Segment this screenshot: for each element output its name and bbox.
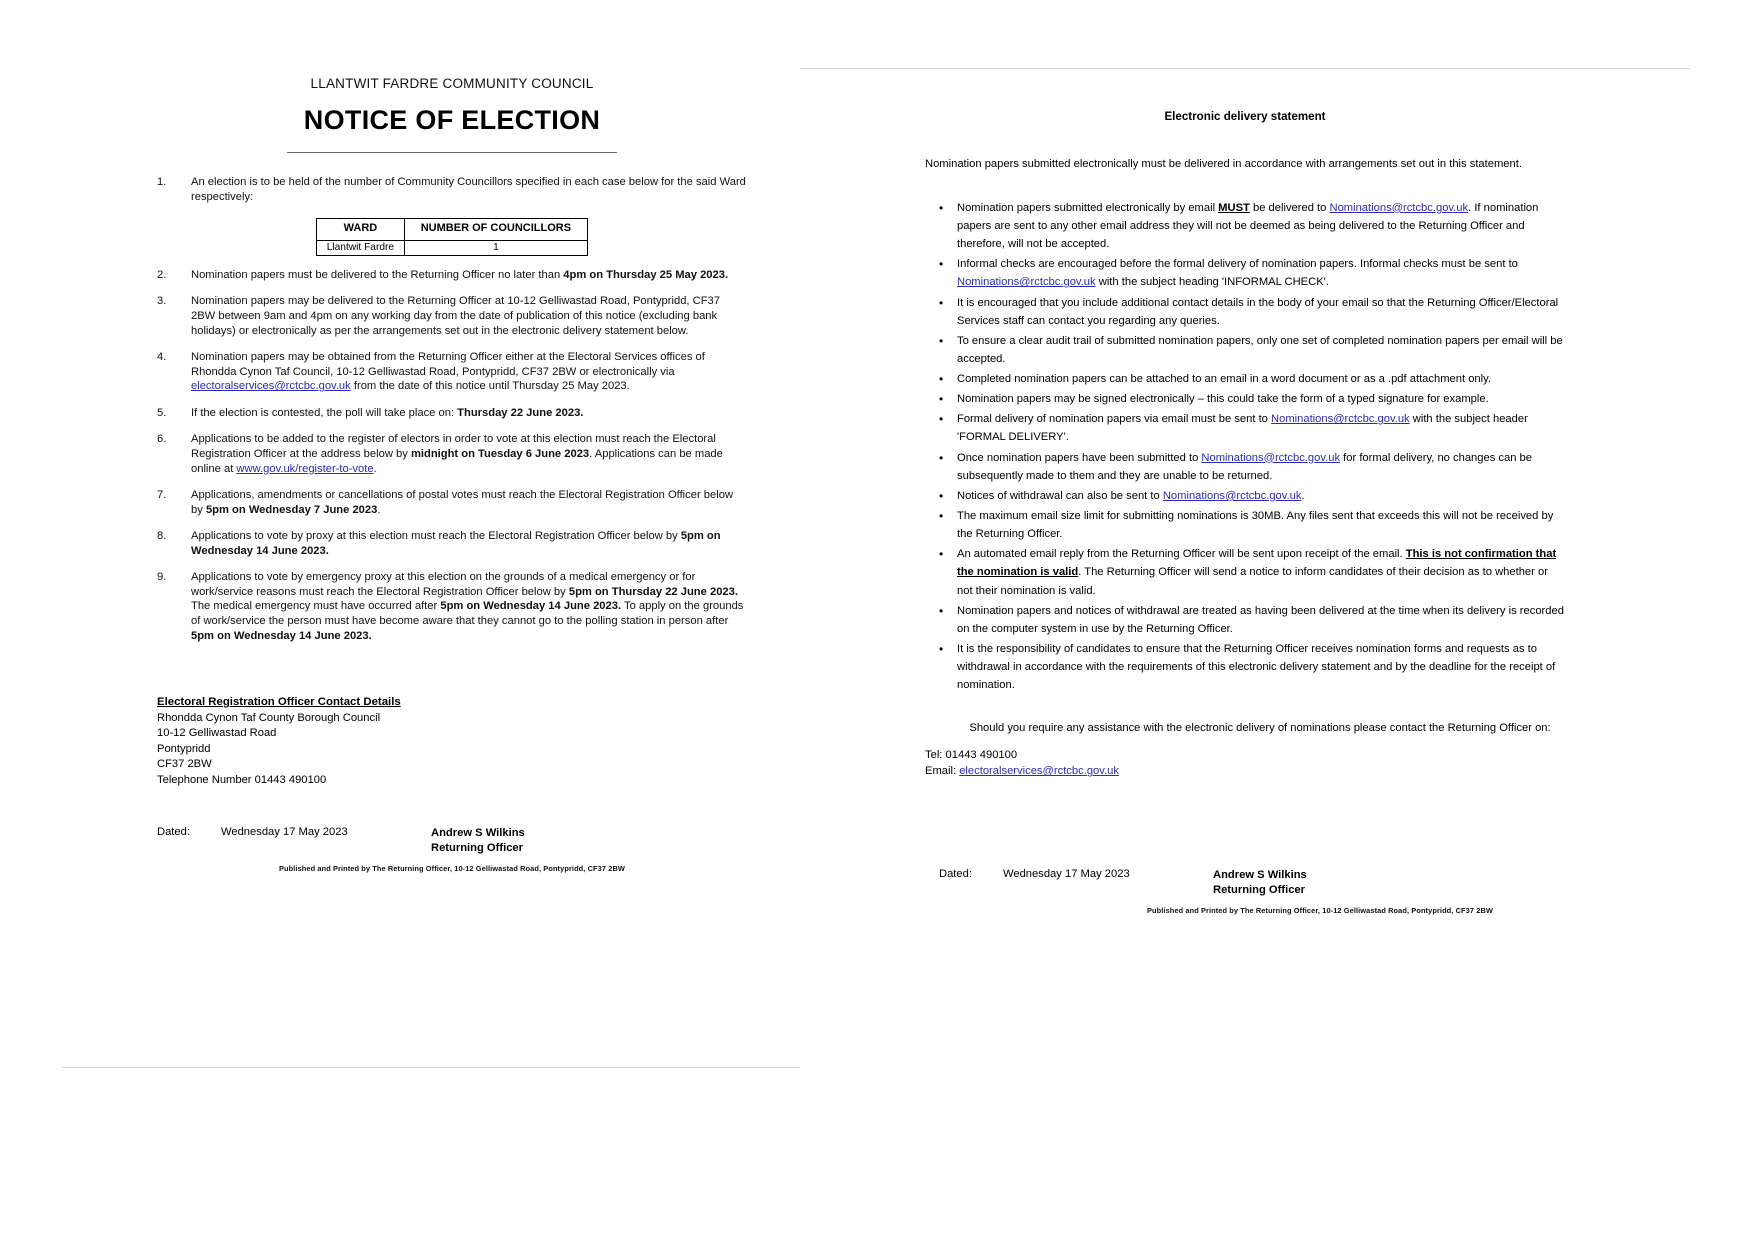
ero-contact-block <box>157 695 747 788</box>
numbered-item-8 <box>157 529 747 558</box>
inline-link[interactable]: www.gov.uk/register-to-vote <box>236 462 374 475</box>
dated-value: Wednesday 17 May 2023 <box>221 826 348 839</box>
cell-councillor-count: 1 <box>404 240 587 255</box>
item-text <box>191 268 747 283</box>
telephone-line <box>925 747 1565 763</box>
dated-signature-row <box>157 826 747 860</box>
text-run: Nomination papers may be delivered to the Returning Officer at 10-12 Gelliwastad Road, Pontypridd, CF37 2BW between 9am and 4pm on any working day from the date of publication of this notice (excluding bank holidays) or electronically as per the arrangements set out in the electronic delivery statement below. <box>191 295 720 337</box>
ero-contact-lines <box>157 711 747 788</box>
eds-bullet-item <box>955 370 1565 388</box>
item-number: 8. <box>157 530 167 543</box>
numbered-item-3 <box>157 294 747 338</box>
numbered-item-6 <box>157 432 747 476</box>
text-run: 5pm on Wednesday 14 June 2023. <box>191 530 721 557</box>
text-run: Nomination papers submitted electronically by email <box>957 201 1219 214</box>
item-text <box>191 488 747 517</box>
inline-link[interactable]: Nominations@rctcbc.gov.uk <box>1201 451 1341 464</box>
eds-bullet-item <box>955 410 1565 446</box>
page-bottom-divider <box>62 1067 842 1068</box>
assistance-note: Should you require any assistance with the electronic delivery of nominations please contact the Returning Officer on: <box>969 722 1551 735</box>
signature-block <box>431 826 525 856</box>
table-row <box>317 240 588 255</box>
page-top-divider <box>800 68 1690 69</box>
telephone-value: 01443 490100 <box>945 749 1018 762</box>
text-run: . If nomination papers are sent to any other email address they will not be deemed as being delivered to the Returning Officer and therefore, will not be accepted. <box>957 201 1539 251</box>
ero-contact-line: 10-12 Gelliwastad Road <box>157 727 277 740</box>
item-text <box>191 294 747 338</box>
text-run: 5pm on Thursday 22 June 2023. <box>568 585 738 598</box>
printed-by-footer: Published and Printed by The Returning Officer, 10-12 Gelliwastad Road, Pontypridd, CF37 2BW <box>1147 905 1493 915</box>
text-run: Applications to be added to the register of electors in order to vote at this election must reach the Electoral Registration Officer at the address below by <box>191 433 716 460</box>
text-run: for formal delivery, no changes can be subsequently made to them and they are unable to be returned. <box>957 451 1532 482</box>
text-run: Nomination papers may be obtained from the Returning Officer either at the Electoral Services offices of Rhondda Cynon Taf Council, 10-12 Gelliwastad Road, Pontypridd, CF37 2BW or electronically via <box>191 351 705 378</box>
numbered-item-1 <box>157 175 747 204</box>
email-link[interactable]: electoralservices@rctcbc.gov.uk <box>959 765 1119 778</box>
left-page-content <box>157 175 747 873</box>
dated-value: Wednesday 17 May 2023 <box>1003 867 1130 880</box>
eds-bullet-item <box>955 507 1565 543</box>
eds-bullet-item <box>955 294 1565 330</box>
eds-intro: Nomination papers submitted electronically must be delivered in accordance with arrangements set out in this statement. <box>925 158 1522 170</box>
item-number: 5. <box>157 406 167 419</box>
item-text <box>191 432 747 476</box>
signatory-name: Andrew S Wilkins <box>431 827 525 840</box>
text-run: The maximum email size limit for submitting nominations is 30MB. Any files sent that exceeds this will not be received by the Returning Officer. <box>957 510 1554 541</box>
right-page-content <box>925 110 1565 915</box>
numbered-items-list <box>157 268 747 643</box>
item-text: An election is to be held of the number of Community Councillors specified in each case below for the said Ward respectively: <box>191 176 746 203</box>
text-run: from the date of this notice until Thursday 25 May 2023. <box>350 380 630 393</box>
text-run: Nomination papers may be signed electronically – this could take the form of a typed signature for example. <box>957 393 1489 406</box>
text-run: . <box>1301 489 1305 502</box>
text-run: . The Returning Officer will send a notice to inform candidates of their decision as to whether or not their nomination is valid. <box>957 566 1548 597</box>
text-run: MUST <box>1218 201 1250 214</box>
item-number: 6. <box>157 433 167 446</box>
returning-officer-contact <box>925 747 1565 779</box>
ero-contact-line: Telephone Number 01443 490100 <box>157 773 327 786</box>
column-header-councillors: NUMBER OF COUNCILLORS <box>404 219 587 241</box>
text-run: midnight on Tuesday 6 June 2023 <box>410 447 590 460</box>
telephone-label: Tel: <box>925 749 943 762</box>
text-run: with the subject header 'FORMAL DELIVERY'. <box>957 413 1528 444</box>
dated-label: Dated: <box>939 867 972 880</box>
text-run: This is not confirmation that the nomination is valid <box>957 548 1557 579</box>
text-run: . <box>377 503 381 516</box>
text-run: 5pm on Wednesday 7 June 2023 <box>205 503 378 516</box>
text-run: 5pm on Wednesday 14 June 2023. <box>191 629 372 642</box>
eds-title: Electronic delivery statement <box>1164 110 1326 123</box>
text-run: with the subject heading 'INFORMAL CHECK'. <box>1095 276 1329 289</box>
council-name: LLANTWIT FARDRE COMMUNITY COUNCIL <box>310 76 594 91</box>
text-run: Completed nomination papers can be attached to an email in a word document or as a .pdf attachment only. <box>957 373 1492 386</box>
printed-by-footer: Published and Printed by The Returning Officer, 10-12 Gelliwastad Road, Pontypridd, CF37 2BW <box>279 864 625 874</box>
numbered-item-4 <box>157 350 747 394</box>
text-run: 4pm on Thursday 25 May 2023. <box>563 268 729 281</box>
inline-link[interactable]: electoralservices@rctcbc.gov.uk <box>191 380 351 393</box>
eds-bullet-list <box>925 199 1565 695</box>
text-run: . Applications can be made online at <box>191 447 723 475</box>
item-number: 1. <box>157 176 167 188</box>
email-line <box>925 763 1565 779</box>
eds-bullet-item <box>955 602 1565 638</box>
text-run: The medical emergency must have occurred after <box>191 600 441 613</box>
eds-bullet-item <box>955 545 1565 599</box>
item-text <box>191 529 747 558</box>
text-run: Nomination papers must be delivered to the Returning Officer no later than <box>191 268 564 281</box>
ero-contact-line: CF37 2BW <box>157 758 212 771</box>
text-run: be delivered to <box>1249 201 1330 214</box>
item-text <box>191 406 747 421</box>
inline-link[interactable]: Nominations@rctcbc.gov.uk <box>1271 413 1410 426</box>
inline-link[interactable]: Nominations@rctcbc.gov.uk <box>957 276 1096 289</box>
eds-bullet-item <box>955 390 1565 408</box>
column-header-ward: WARD <box>317 219 405 241</box>
text-run: Applications to vote by emergency proxy at this election on the grounds of a medical emergency or for work/service reasons must reach the Electoral Registration Officer below by <box>191 571 696 598</box>
signature-block <box>1213 868 1307 898</box>
signatory-role: Returning Officer <box>1213 883 1305 896</box>
text-run: Nomination papers and notices of withdrawal are treated as having been delivered at the time when its delivery is recorded on the computer system in use by the Returning Officer. <box>957 604 1564 635</box>
item-number: 2. <box>157 268 167 281</box>
table-header-row <box>317 219 588 241</box>
signatory-role: Returning Officer <box>431 842 523 855</box>
numbered-item-7 <box>157 488 747 517</box>
text-run: Applications to vote by proxy at this election must reach the Electoral Registration Officer below by <box>191 530 681 543</box>
text-run: 5pm on Wednesday 14 June 2023. <box>440 600 622 613</box>
item-number: 9. <box>157 571 167 584</box>
signatory-name: Andrew S Wilkins <box>1213 868 1307 881</box>
eds-bullet-item <box>955 332 1565 368</box>
text-run: Applications, amendments or cancellations of postal votes must reach the Electoral Registration Officer below by <box>191 489 734 516</box>
item-number: 4. <box>157 351 167 364</box>
text-run: It is the responsibility of candidates to ensure that the Returning Officer receives nomination forms and requests as to withdrawal in accordance with the requirements of this electronic delivery statement and by the deadline for the receipt of nomination. <box>957 643 1556 692</box>
eds-bullet-item <box>955 199 1565 253</box>
numbered-item-9 <box>157 570 747 643</box>
text-run: If the election is contested, the poll will take place on: <box>191 406 458 419</box>
dated-signature-row <box>925 868 1565 902</box>
item-number: 7. <box>157 489 167 502</box>
notice-of-election-page <box>62 0 842 1240</box>
ero-contact-line: Rhondda Cynon Taf County Borough Council <box>157 711 381 724</box>
ero-contact-line: Pontypridd <box>157 742 211 755</box>
text-run: Informal checks are encouraged before the formal delivery of nomination papers. Informal checks must be sent to <box>957 258 1518 271</box>
text-run: It is encouraged that you include additional contact details in the body of your email so that the Returning Officer/Electoral Services staff can contact you regarding any queries. <box>957 296 1559 327</box>
inline-link[interactable]: Nominations@rctcbc.gov.uk <box>1329 201 1469 214</box>
eds-bullet-item <box>955 640 1565 694</box>
ero-contact-title: Electoral Registration Officer Contact Details <box>157 696 401 709</box>
text-run: To apply on the grounds of work/service the person must have become aware that they cannot go to the polling station in person after <box>191 600 744 627</box>
text-run: An automated email reply from the Returning Officer will be sent upon receipt of the email. <box>957 548 1406 561</box>
text-run: Formal delivery of nomination papers via email must be sent to <box>957 413 1272 426</box>
electronic-delivery-statement-page <box>800 0 1690 1240</box>
page-title: NOTICE OF ELECTION <box>303 105 601 135</box>
eds-bullet-item <box>955 487 1565 505</box>
item-number: 3. <box>157 295 167 308</box>
email-label: Email: <box>925 765 957 778</box>
title-divider <box>287 152 617 153</box>
item-text <box>191 350 747 394</box>
cell-ward-name: Llantwit Fardre <box>317 240 405 255</box>
numbered-item-5 <box>157 406 747 421</box>
text-run: . <box>373 462 377 475</box>
ward-table <box>316 218 588 256</box>
dated-label: Dated: <box>157 826 190 839</box>
text-run: Once nomination papers have been submitted to <box>957 451 1202 464</box>
eds-bullet-item <box>955 449 1565 485</box>
text-run: Thursday 22 June 2023. <box>457 406 584 419</box>
text-run: Notices of withdrawal can also be sent to <box>957 489 1163 502</box>
text-run: To ensure a clear audit trail of submitted nomination papers, only one set of completed nomination papers per email will be accepted. <box>957 334 1563 365</box>
numbered-item-2 <box>157 268 747 283</box>
eds-bullet-item <box>955 255 1565 291</box>
inline-link[interactable]: Nominations@rctcbc.gov.uk <box>1162 489 1302 502</box>
item-text <box>191 570 747 643</box>
